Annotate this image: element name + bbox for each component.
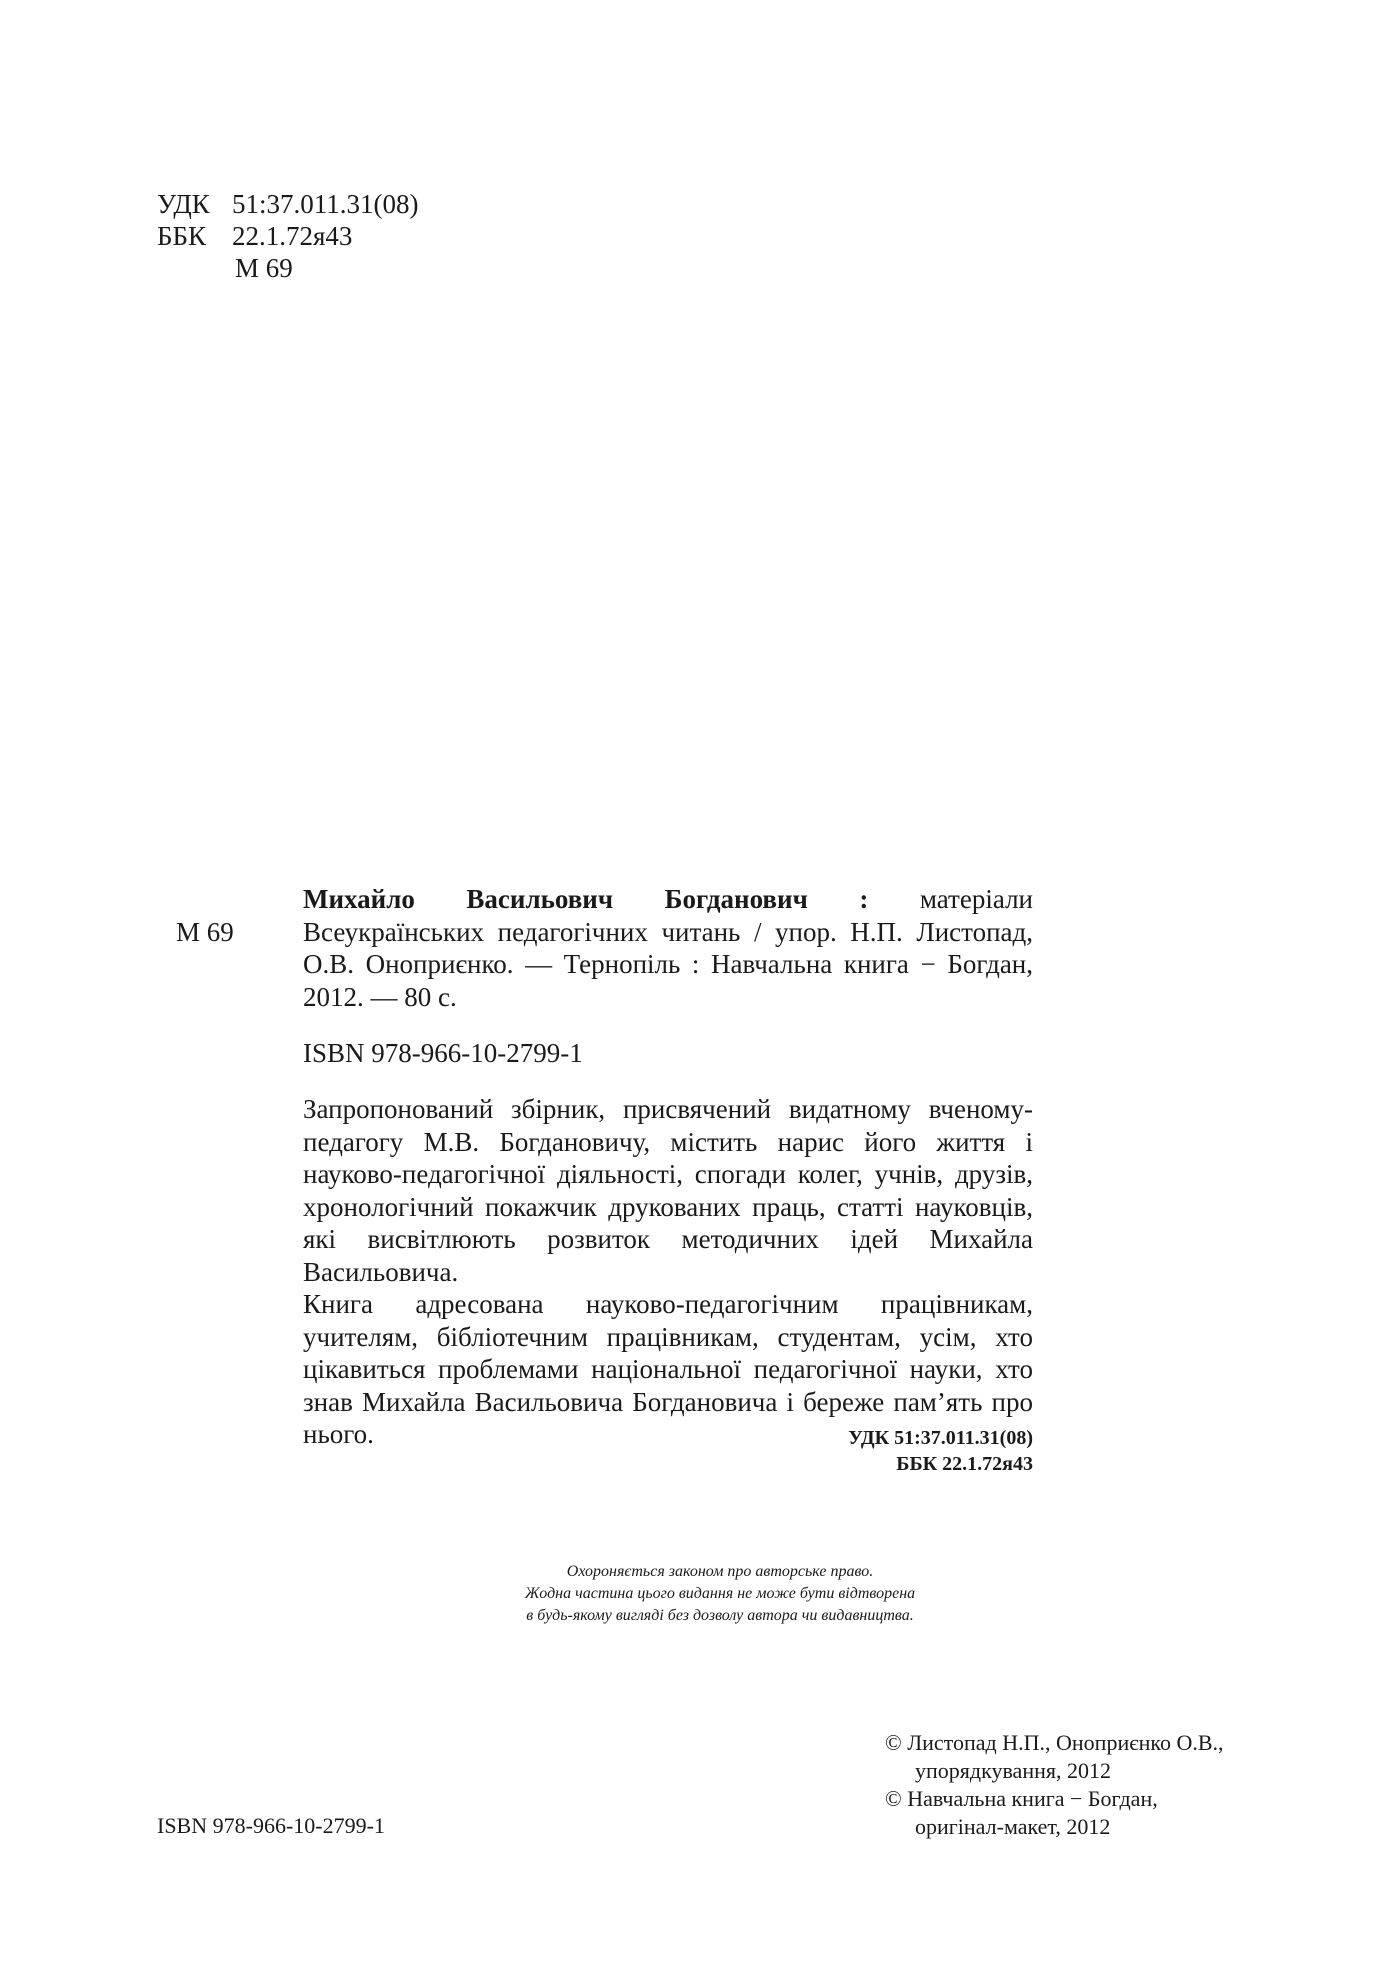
copyright-publisher-cont: оригінал-макет, 2012 (915, 1814, 1111, 1839)
bbk-bold: ББК 22.1.72я43 (896, 1453, 1033, 1475)
copyright-publisher: © Навчальна книга − Богдан, (885, 1786, 1158, 1811)
author-sign: М 69 (235, 253, 293, 283)
isbn-inline: ISBN 978-966-10-2799-1 (303, 1038, 583, 1068)
udc-label: УДК (157, 189, 210, 219)
udc-row (157, 188, 418, 220)
bibliographic-description (303, 883, 1033, 1013)
bbk-value: 22.1.72я43 (232, 221, 353, 251)
copyright-compilers-cont: упорядкування, 2012 (915, 1758, 1111, 1783)
annotation-paragraph-1: Запропонований збірник, присвячений видатному вченому-педагогу М.В. Богдановичу, містить нарис його життя і науково-педагогічної діяльності, спогади колег, учнів, друзів, хронологічний покажчик друкованих праць, статті науковців, які висвітлюють розвиток методичних ідей Михайла Васильовича. (303, 1094, 1033, 1287)
annotation (303, 1093, 1033, 1451)
isbn-bottom: ISBN 978-966-10-2799-1 (157, 1813, 385, 1838)
book-title: Михайло Васильович Богданович : (303, 884, 869, 914)
bbk-label: ББК (157, 221, 207, 251)
udc-value: 51:37.011.31(08) (232, 189, 419, 219)
classification-codes-bold (848, 1425, 1033, 1477)
notice-line-2: Жодна частина цього видання не може бути відтворена (524, 1585, 916, 1602)
copyright-lines (885, 1729, 1224, 1841)
udc-bold: УДК 51:37.011.31(08) (848, 1427, 1033, 1449)
copyright-compilers: © Листопад Н.П., Оноприєнко О.В., (885, 1730, 1224, 1755)
notice-line-1: Охороняється законом про авторське право. (566, 1563, 874, 1580)
copyright-notice (0, 1561, 1378, 1627)
biblio-paragraph (303, 883, 1033, 1013)
annotation-paragraph-2: Книга адресована науково-педагогічним працівникам, учителям, бібліотечним працівникам, студентам, усім, хто цікавиться проблемами національної педагогічної науки, хто знав Михайла Васильовича Богдановича і береже пам’ять про нього. (303, 1289, 1033, 1449)
biblio-description: матеріали Всеукраїнських педагогічних читань / упор. Н.П. Листопад, О.В. Оноприєнко. — Тернопіль : Навчальна книга − Богдан, 2012. — 80 с. (303, 884, 1033, 1012)
notice-line-3: в будь-якому вигляді без дозволу автора чи видавництва. (526, 1607, 914, 1624)
classification-block (157, 188, 418, 284)
bbk-row (157, 220, 418, 252)
author-sign-side: М 69 (176, 917, 234, 947)
